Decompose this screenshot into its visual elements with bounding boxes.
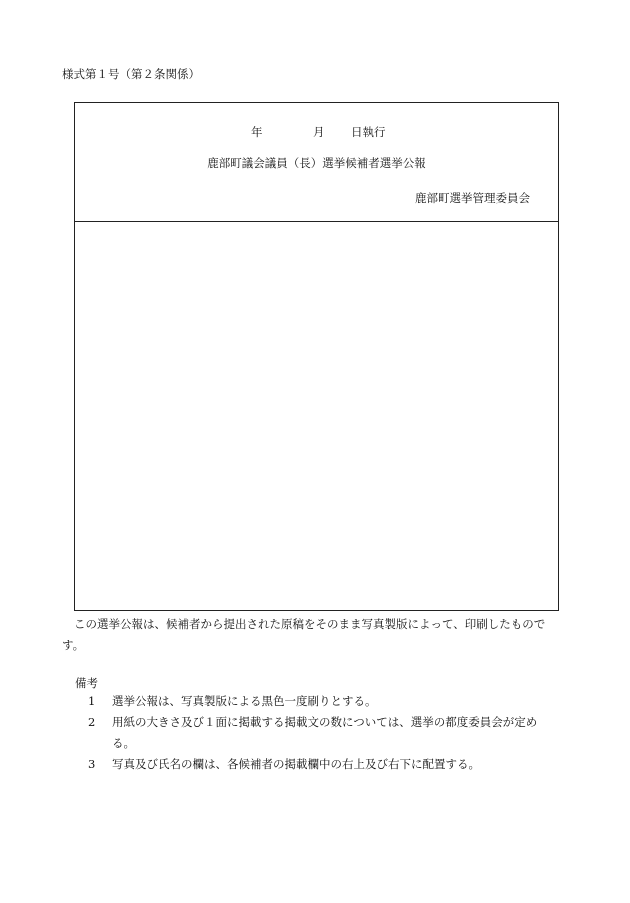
bulletin-form-box bbox=[74, 102, 559, 611]
remark-item bbox=[88, 691, 558, 712]
issuer-name: 鹿部町選挙管理委員会 bbox=[415, 191, 530, 205]
remarks-heading: 備考 bbox=[75, 676, 98, 690]
bulletin-title: 鹿部町議会議員（長）選挙候補者選挙公報 bbox=[207, 156, 426, 170]
remark-text: 選挙公報は、写真製版による黒色一度刷りとする。 bbox=[112, 694, 377, 708]
remark-text: 写真及び氏名の欄は、各候補者の掲載欄中の右上及び右下に配置する。 bbox=[112, 757, 480, 771]
printing-note: この選挙公報は、候補者から提出された原稿をそのまま写真製版によって、印刷したものです。 bbox=[62, 617, 546, 652]
remark-item bbox=[88, 712, 558, 754]
date-year-label: 年 bbox=[251, 125, 263, 139]
remark-number: 1 bbox=[88, 694, 96, 708]
date-day-label: 日執行 bbox=[351, 125, 386, 139]
remark-number: 3 bbox=[88, 757, 96, 771]
form-number-label: 様式第１号（第２条関係） bbox=[62, 67, 200, 81]
execution-date-line bbox=[251, 124, 386, 140]
remark-text: 用紙の大きさ及び１面に掲載する掲載文の数については、選挙の都度委員会が定める。 bbox=[112, 715, 538, 750]
remark-item bbox=[88, 754, 558, 775]
date-month-label: 月 bbox=[313, 125, 325, 139]
bulletin-header bbox=[75, 103, 558, 222]
remark-number: 2 bbox=[88, 715, 96, 729]
candidate-content-area bbox=[75, 222, 558, 610]
